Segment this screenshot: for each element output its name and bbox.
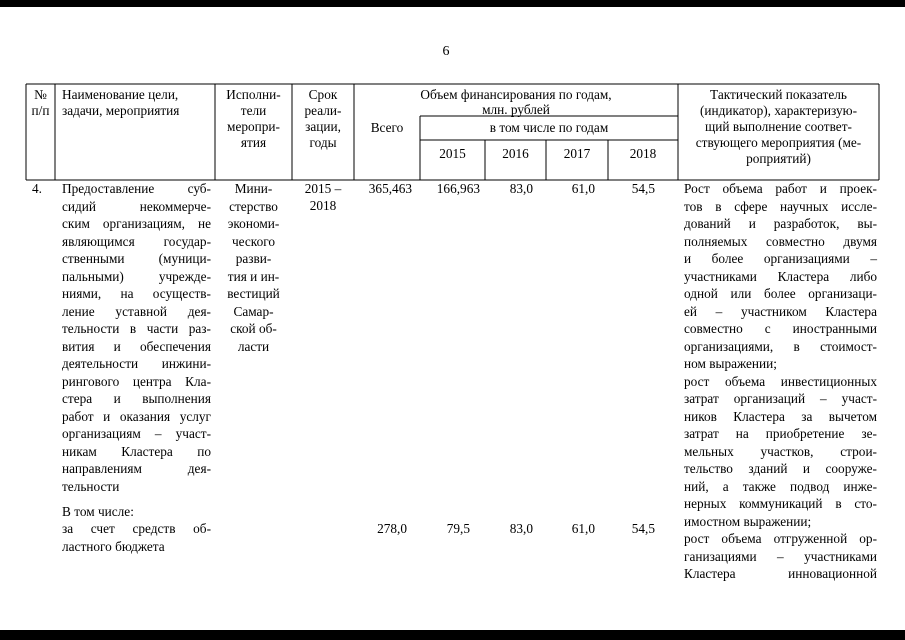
text-line: рингового центра Кла-: [62, 373, 211, 389]
text-line: нерных коммуникаций в сто-: [684, 496, 877, 511]
row-2016: 83,0: [509, 181, 533, 196]
text-line: вестиций: [227, 286, 280, 301]
row-indicator-text: [684, 180, 877, 583]
text-line: Самар-: [233, 303, 274, 319]
text-line: совместно с иностранными: [684, 321, 877, 336]
text-line: Предоставление суб-: [62, 181, 211, 196]
text-line: разви-: [235, 251, 272, 266]
header-term-line4: годы: [309, 135, 337, 150]
text-line: одной или более организаци-: [684, 286, 877, 301]
text-line: рост объема инвестиционных: [684, 373, 877, 389]
header-indicator-line3: щий выполнение соответ-: [705, 119, 852, 134]
text-line: рост объема отгруженной ор-: [684, 531, 877, 546]
text-line: организациями, в стоимост-: [684, 338, 877, 354]
row-2017: 61,0: [571, 181, 595, 196]
text-line: затрат на приобретение зе-: [684, 426, 877, 441]
header-year-2016: 2016: [502, 146, 529, 161]
header-term-line1: Срок: [308, 87, 338, 102]
header-term-line3: зации,: [305, 119, 341, 134]
text-line: ласти: [237, 338, 270, 354]
text-line: ской об-: [230, 321, 277, 336]
text-line: ников Кластера за вычетом: [684, 408, 877, 424]
text-line: ном выражении;: [684, 356, 777, 371]
header-indicator-line2: (индикатор), характеризую-: [699, 103, 858, 118]
text-line: ганизациями – участниками: [684, 548, 877, 564]
header-year-2018: 2018: [629, 146, 657, 161]
header-term-line2: реали-: [304, 103, 342, 118]
text-line: ческого: [231, 233, 276, 249]
text-line: за счет средств об-: [62, 521, 211, 536]
subrow-name-text: [62, 520, 211, 555]
text-line: работ и оказания услуг: [62, 408, 211, 424]
row-2015: 166,963: [436, 181, 480, 196]
text-line: ластного бюджета: [62, 538, 165, 554]
text-line: ей – участником Кластера: [684, 303, 877, 319]
text-line: Мини-: [234, 181, 273, 196]
text-line: являющимся государ-: [62, 233, 211, 249]
text-line: Рост объема работ и проек-: [684, 181, 877, 196]
text-line: стера и выполнения: [62, 391, 211, 406]
header-name-line1: Наименование цели,: [62, 87, 179, 102]
subrow-2016: 83,0: [509, 521, 533, 536]
header-num-line2: п/п: [31, 103, 50, 118]
text-line: ление уставной дея-: [62, 303, 211, 319]
header-funding-line2: млн. рублей: [482, 102, 550, 117]
row-2018: 54,5: [631, 181, 655, 196]
text-line: мельных участков, строи-: [684, 443, 877, 459]
text-line: ским организациям, не: [62, 216, 211, 231]
row-number: 4.: [32, 181, 42, 196]
text-line: ниями, на осуществ-: [62, 286, 211, 301]
header-name-line2: задачи, мероприятия: [62, 103, 180, 118]
text-line: пальными) учрежде-: [62, 268, 211, 284]
subrow-total: 278,0: [377, 521, 407, 536]
header-num-line1: №: [34, 87, 47, 102]
text-line: сидий некоммерче-: [62, 198, 211, 214]
header-indicator-line5: роприятий): [746, 151, 811, 166]
text-line: ний, а также подвод инже-: [684, 478, 877, 494]
text-line: тов в сфере научных иссле-: [684, 198, 877, 214]
header-year-2015: 2015: [439, 146, 466, 161]
text-line: тельство зданий и сооруже-: [684, 461, 877, 476]
text-line: участниками Кластера либо: [684, 268, 877, 284]
text-line: Кластера инновационной: [684, 566, 877, 581]
text-line: и более организациями –: [684, 251, 877, 266]
text-line: тия и ин-: [227, 268, 280, 284]
text-line: дований и разработок, вы-: [684, 216, 877, 231]
header-executors-line1: Исполни-: [226, 87, 281, 102]
text-line: тельности: [62, 478, 120, 494]
subrow-label: В том числе:: [62, 504, 134, 519]
text-line: вития и обеспечения: [62, 338, 211, 354]
row-total: 365,463: [368, 181, 412, 196]
header-year-2017: 2017: [563, 146, 591, 161]
text-line: никам Кластера по: [62, 443, 211, 459]
text-line: деятельности инжини-: [62, 356, 211, 371]
header-funding-line1: Объем финансирования по годам,: [420, 87, 612, 102]
header-executors-line3: меропри-: [227, 119, 280, 134]
row-term-line2: 2018: [309, 198, 337, 213]
header-executors-line2: тели: [240, 103, 267, 118]
header-executors-line4: ятия: [240, 135, 267, 150]
subrow-2017: 61,0: [571, 521, 595, 536]
text-line: тельности в части раз-: [62, 321, 211, 336]
row-name-text: [62, 180, 211, 495]
text-line: ственными (муници-: [62, 251, 211, 266]
text-line: затрат организаций – участ-: [684, 391, 877, 406]
header-indicator-line4: ствующего мероприятия (ме-: [695, 135, 862, 150]
subrow-2015: 79,5: [446, 521, 470, 536]
text-line: экономи-: [227, 216, 280, 231]
header-total: Всего: [370, 120, 404, 135]
header-indicator-line1: Тактический показатель: [710, 87, 847, 102]
row-executor-text: [215, 180, 292, 355]
text-line: стерство: [229, 198, 278, 214]
subrow-2018: 54,5: [631, 521, 655, 536]
page-number: 6: [442, 44, 450, 59]
header-incl-years: в том числе по годам: [489, 120, 609, 135]
text-line: направлениям дея-: [62, 461, 211, 476]
row-term-line1: 2015 –: [304, 181, 342, 196]
text-line: организациям – участ-: [62, 426, 211, 441]
text-line: полняемых совместно двумя: [684, 233, 877, 249]
text-line: имостном выражении;: [684, 513, 812, 529]
